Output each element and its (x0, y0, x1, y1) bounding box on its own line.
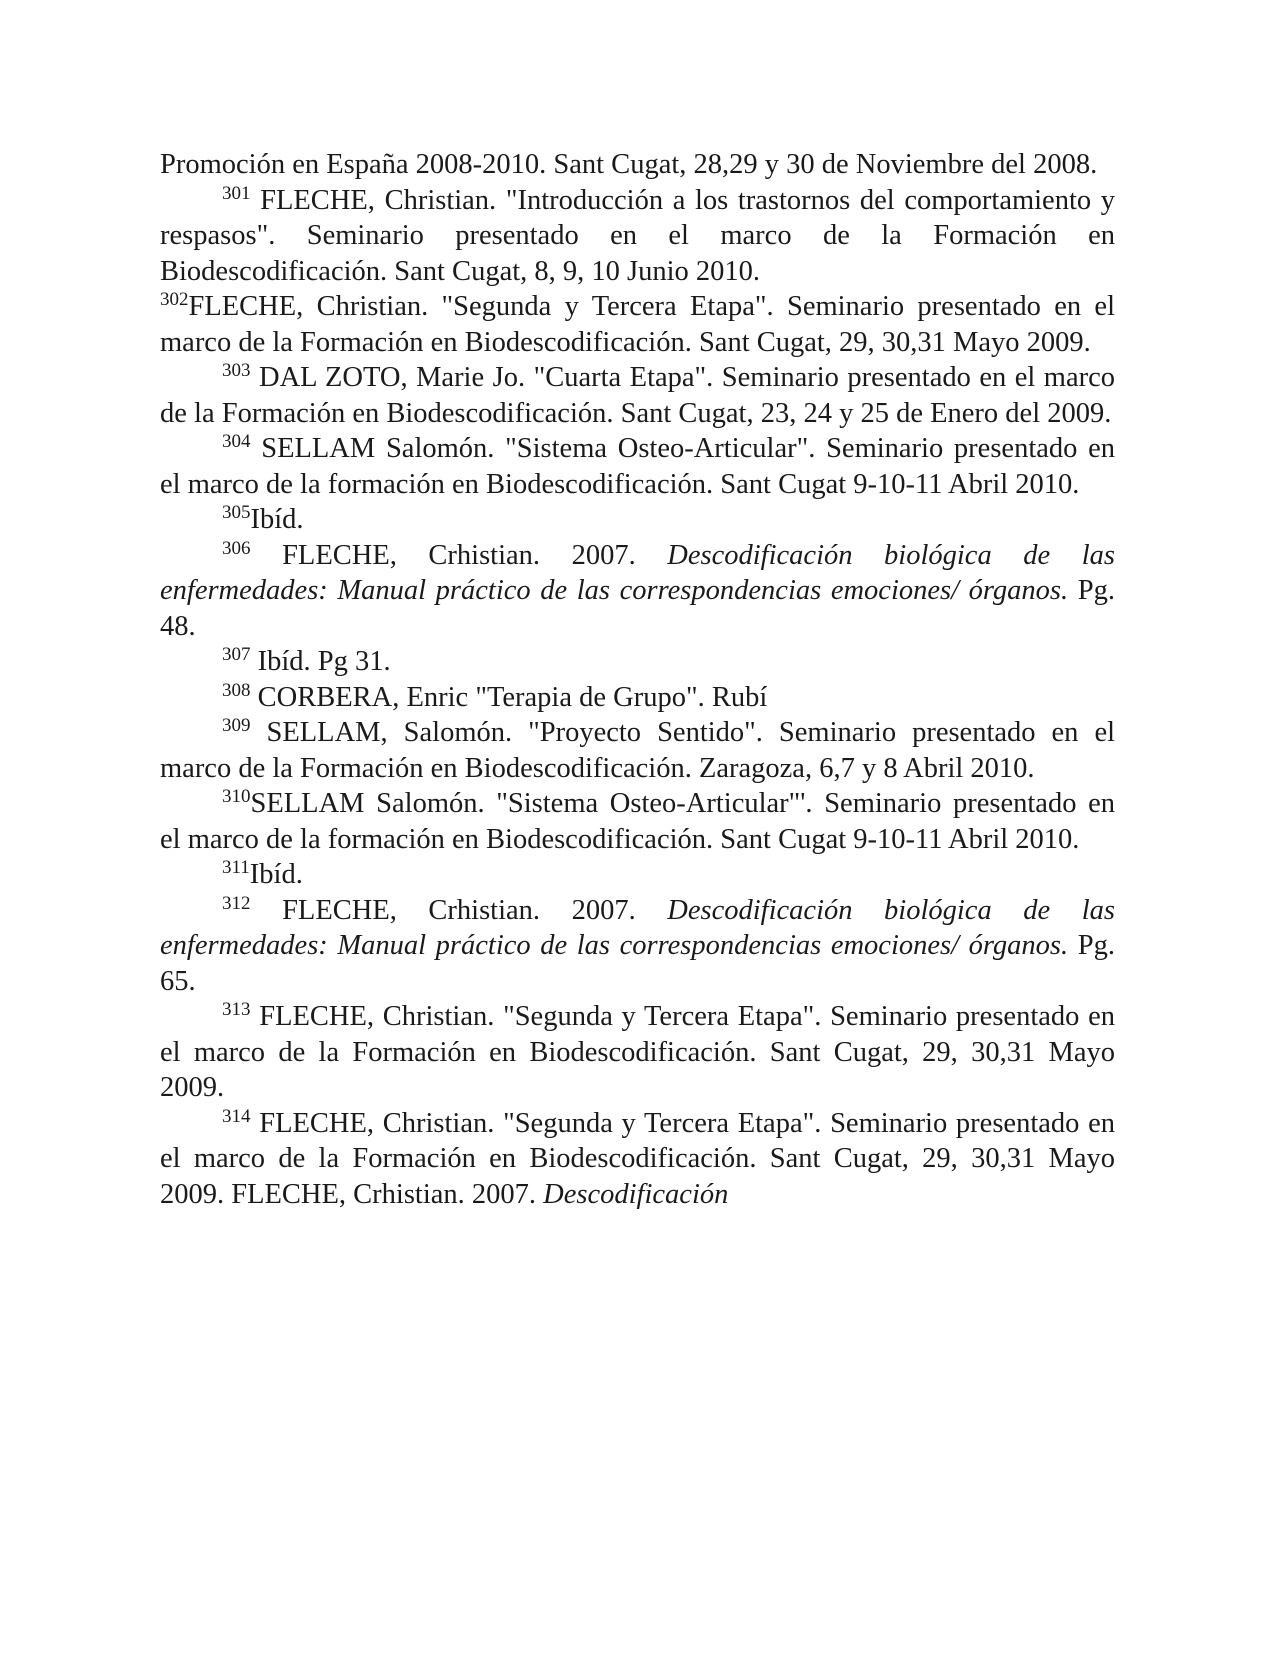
footnote-305 (160, 502, 1115, 538)
footnote-number: 306 (222, 537, 251, 559)
footnote-number: 309 (222, 715, 251, 736)
footnote-308 (160, 680, 1115, 716)
footnote-text: Ibíd. (250, 504, 304, 535)
footnote-311 (160, 857, 1115, 893)
footnote-page-ref: Pg. 48. (160, 575, 1115, 642)
footnote-continuation (160, 147, 1115, 183)
footnote-number: 307 (222, 644, 251, 665)
footnote-text: FLECHE, Crhistian. 2007. (282, 539, 636, 571)
footnote-text: SELLAM, Salomón. "Proyecto Sentido". Seminario presentado en el marco de la Formación en Biodescodificación. Zaragoza, 6,7 y 8 Abril 2010. (160, 717, 1116, 784)
footnote-text: FLECHE, Christian. "Segunda y Tercera Etapa". Seminario presentado en el marco de la Formación en Biodescodificación. Sant Cugat, 29, 30,31 Mayo 2009. (160, 291, 1115, 358)
footnote-text: FLECHE, Crhistian. 2007. (282, 894, 636, 926)
footnote-book-title: Descodificación biológica de las enfermedades: Manual práctico de las correspondencias emociones/ órganos. (160, 539, 1115, 606)
footnote-314 (160, 1106, 1115, 1213)
document-page (160, 147, 1115, 1212)
footnote-text: SELLAM Salomón. "Sistema Osteo-Articular"'. Seminario presentado en el marco de la formación en Biodescodificación. Sant Cugat 9-10-11 Abril 2010. (160, 788, 1115, 855)
footnote-text: Ibíd. Pg 31. (257, 646, 391, 677)
footnote-303 (160, 360, 1115, 431)
footnote-313 (160, 999, 1115, 1106)
footnote-310 (160, 786, 1115, 857)
footnote-book-title: Descodificación biológica de las enfermedades: Manual práctico de las correspondencias emociones/ órganos. (160, 894, 1115, 961)
footnote-text: FLECHE, Christian. "Introducción a los trastornos del comportamiento y respasos". Seminario presentado en el marco de la Formación en Biodescodificación. Sant Cugat, 8, 9, 10 Junio 2010. (160, 184, 1116, 287)
footnote-text: DAL ZOTO, Marie Jo. "Cuarta Etapa". Seminario presentado en el marco de la Formación en Biodescodificación. Sant Cugat, 23, 24 y 25 de Enero del 2009. (160, 362, 1116, 429)
footnote-text: Promoción en España 2008-2010. Sant Cugat, 28,29 y 30 de Noviembre del 2008. (160, 149, 1098, 180)
footnote-number: 313 (222, 999, 251, 1020)
footnote-text: FLECHE, Christian. "Segunda y Tercera Etapa". Seminario presentado en el marco de la Formación en Biodescodificación. Sant Cugat, 29, 30,31 Mayo 2009. (160, 1001, 1116, 1103)
footnote-307 (160, 644, 1115, 680)
footnote-text: CORBERA, Enric "Terapia de Grupo". Rubí (257, 681, 768, 713)
footnote-312 (160, 893, 1115, 1000)
footnote-301 (160, 183, 1115, 290)
footnote-number: 304 (222, 431, 251, 452)
footnote-number: 308 (222, 679, 251, 701)
footnote-number: 311 (222, 857, 250, 878)
footnote-number: 302 (160, 289, 189, 310)
footnote-309 (160, 715, 1115, 786)
footnote-text: FLECHE, Christian. "Segunda y Tercera Etapa". Seminario presentado en el marco de la Formación en Biodescodificación. Sant Cugat, 29, 30,31 Mayo 2009. FLECHE, Crhistian. 2007. (160, 1107, 1116, 1210)
footnote-number: 301 (222, 182, 251, 204)
footnote-book-title: Descodificación (543, 1178, 729, 1210)
footnote-text: SELLAM Salomón. "Sistema Osteo-Articular". Seminario presentado en el marco de la formación en Biodescodificación. Sant Cugat 9-10-11 Abril 2010. (160, 433, 1116, 500)
footnote-page-ref: Pg. 65. (160, 930, 1115, 997)
footnote-306 (160, 538, 1115, 645)
footnote-number: 314 (222, 1105, 251, 1127)
footnote-text: Ibíd. (249, 859, 303, 890)
footnote-number: 305 (222, 502, 251, 523)
footnote-number: 310 (222, 786, 251, 807)
footnote-302 (160, 289, 1115, 360)
footnote-number: 312 (222, 892, 251, 914)
footnote-number: 303 (222, 360, 251, 381)
footnote-304 (160, 431, 1115, 502)
